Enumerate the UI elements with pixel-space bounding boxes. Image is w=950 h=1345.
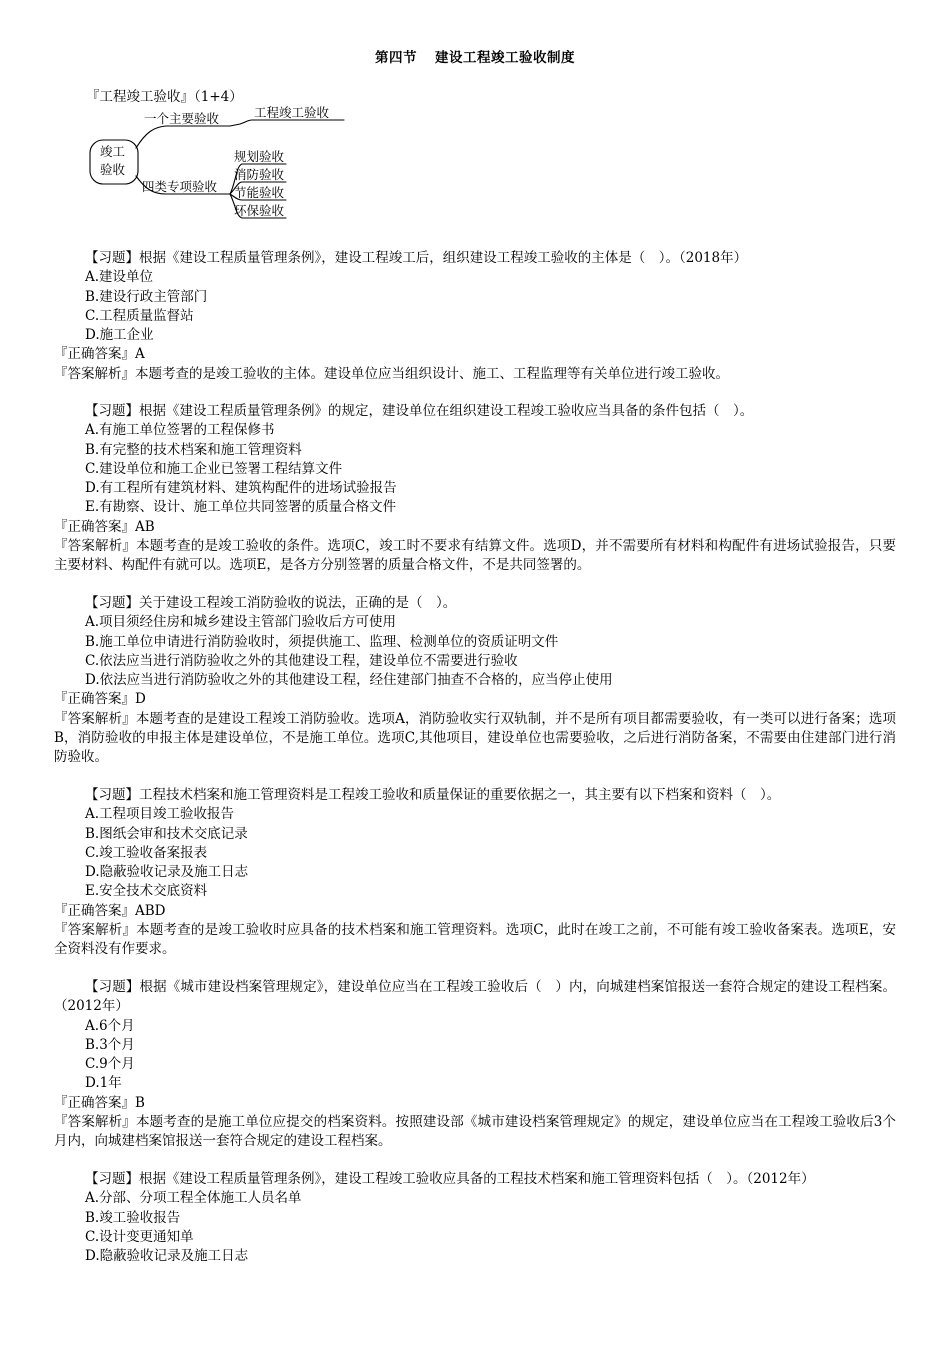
question-4 — [54, 786, 896, 960]
option-a: A.建设单位 — [85, 269, 154, 286]
option-d: D.隐蔽验收记录及施工日志 — [85, 864, 249, 881]
question-1 — [54, 249, 896, 384]
option-c: C.工程质量监督站 — [85, 307, 194, 324]
mindmap-diagram — [80, 98, 380, 230]
question-stem: 【习题】关于建设工程竣工消防验收的说法，正确的是（ ）。 — [85, 595, 457, 611]
question-3 — [54, 594, 896, 768]
mindmap-center-line2: 验收 — [100, 162, 126, 177]
mindmap-special-branch: 四类专项验收 — [142, 179, 218, 194]
option-c: C.设计变更通知单 — [85, 1228, 194, 1245]
option-b: B.3个月 — [85, 1036, 135, 1053]
option-b: B.有完整的技术档案和施工管理资料 — [85, 441, 302, 458]
section-name: 建设工程竣工验收制度 — [435, 50, 575, 66]
answer-explanation: 『答案解析』本题考查的是竣工验收的主体。建设单位应当组织设计、施工、工程监理等有关单位进行竣工验收。 — [54, 365, 729, 382]
question-stem: 【习题】根据《建设工程质量管理条例》的规定，建设单位在组织建设工程竣工验收应当具备的条件包括（ ）。 — [85, 403, 754, 419]
option-d: D.施工企业 — [85, 327, 154, 344]
mindmap-connector-main-leaf — [230, 120, 344, 126]
option-b: B.施工单位申请进行消防验收时，须提供施工、监理、检测单位的资质证明文件 — [85, 633, 559, 650]
mindmap-connector-main — [136, 126, 230, 148]
section-number: 第四节 — [375, 50, 417, 66]
mindmap-center-line1: 竣工 — [100, 144, 126, 159]
option-a: A.分部、分项工程全体施工人员名单 — [85, 1190, 302, 1207]
question-stem: 【习题】工程技术档案和施工管理资料是工程竣工验收和质量保证的重要依据之一，其主要有以下档案和资料（ ）。 — [85, 787, 781, 803]
option-a: A.6个月 — [85, 1017, 135, 1034]
question-6 — [54, 1170, 896, 1266]
correct-answer: 『正确答案』AB — [54, 518, 155, 535]
mindmap-leaf-plan: 规划验收 — [234, 149, 285, 164]
answer-explanation: 『答案解析』本题考查的是竣工验收的条件。选项C，竣工时不要求有结算文件。选项D，并不需要所有材料和构配件有进场试验报告，只要主要材料、构配件有就可以。选项E，是各方分别签署的质量合格文件，不是共同签署的。 — [54, 538, 896, 574]
option-a: A.有施工单位签署的工程保修书 — [85, 422, 275, 439]
correct-answer: 『正确答案』A — [54, 346, 145, 363]
option-c: C.建设单位和施工企业已签署工程结算文件 — [85, 460, 343, 477]
question-2 — [54, 402, 896, 576]
option-d: D.隐蔽验收记录及施工日志 — [85, 1248, 249, 1265]
mindmap-leaf-energy: 节能验收 — [234, 185, 285, 200]
option-a: A.项目须经住房和城乡建设主管部门验收后方可使用 — [85, 614, 397, 631]
answer-explanation: 『答案解析』本题考查的是建设工程竣工消防验收。选项A，消防验收实行双轨制，并不是所有项目都需要验收，有一类可以进行备案；选项B，消防验收的申报主体是建设单位，不是施工单位。选项C,其他项目，建设单位也需要验收，之后进行消防备案，不需要由住建部门进行消防验收。 — [54, 710, 896, 766]
correct-answer: 『正确答案』D — [54, 691, 146, 708]
mindmap-leaf-env: 环保验收 — [234, 203, 285, 218]
option-e: E.安全技术交底资料 — [85, 883, 208, 900]
option-d: D.依法应当进行消防验收之外的其他建设工程，经住建部门抽查不合格的，应当停止使用 — [85, 672, 613, 689]
option-d: D.有工程所有建筑材料、建筑构配件的进场试验报告 — [85, 480, 397, 497]
option-c: C.9个月 — [85, 1056, 135, 1073]
question-stem: 【习题】根据《建设工程质量管理条例》，建设工程竣工验收应具备的工程技术档案和施工管理资料包括（ ）。（2012年） — [85, 1171, 815, 1187]
option-d: D.1年 — [85, 1075, 122, 1092]
answer-explanation: 『答案解析』本题考查的是施工单位应提交的档案资料。按照建设部《城市建设档案管理规定》的规定，建设单位应当在工程竣工验收后3个月内，向城建档案馆报送一套符合规定的建设工程档案。 — [54, 1114, 896, 1150]
option-b: B.建设行政主管部门 — [85, 288, 208, 305]
option-c: C.依法应当进行消防验收之外的其他建设工程，建设单位不需要进行验收 — [85, 652, 518, 669]
mindmap-main-branch: 一个主要验收 — [144, 111, 220, 126]
option-e: E.有勘察、设计、施工单位共同签署的质量合格文件 — [85, 499, 397, 516]
mindmap-leaf-fire: 消防验收 — [234, 167, 285, 182]
section-title — [0, 46, 950, 66]
correct-answer: 『正确答案』B — [54, 1094, 145, 1111]
mindmap-main-leaf: 工程竣工验收 — [254, 105, 330, 120]
mindmap-heading: 『工程竣工验收』（1+4） — [86, 89, 243, 105]
question-stem: 【习题】根据《城市建设档案管理规定》，建设单位应当在工程竣工验收后（ ）内，向城建档案馆报送一套符合规定的建设工程档案。（2012年） — [54, 979, 896, 1015]
answer-explanation: 『答案解析』本题考查的是竣工验收时应具备的技术档案和施工管理资料。选项C，此时在竣工之前，不可能有竣工验收备案表。选项E，安全资料没有作要求。 — [54, 922, 896, 958]
option-a: A.工程项目竣工验收报告 — [85, 806, 235, 823]
option-b: B.竣工验收报告 — [85, 1209, 181, 1226]
question-stem: 【习题】根据《建设工程质量管理条例》，建设工程竣工后，组织建设工程竣工验收的主体是（ ）。（2018年） — [85, 250, 748, 266]
question-5 — [54, 978, 896, 1152]
option-b: B.图纸会审和技术交底记录 — [85, 825, 248, 842]
correct-answer: 『正确答案』ABD — [54, 902, 166, 919]
option-c: C.竣工验收备案报表 — [85, 844, 208, 861]
